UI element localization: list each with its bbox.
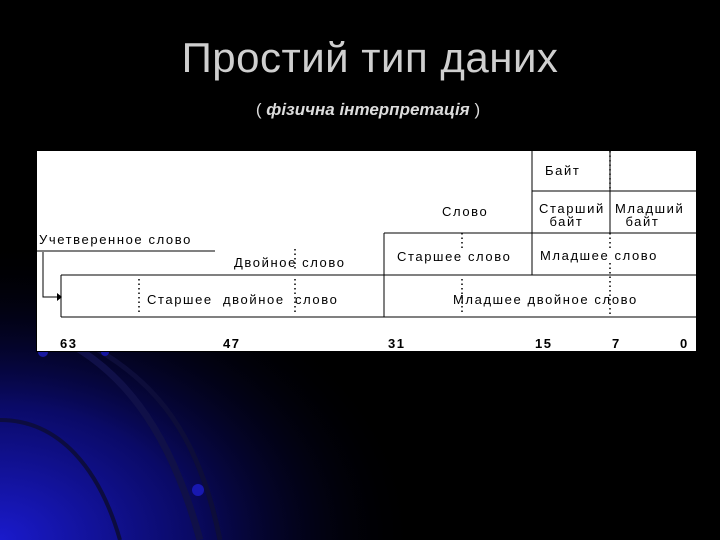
bit-31: 31 <box>388 336 406 351</box>
label-high-dword-c: слово <box>295 292 339 307</box>
label-high-byte-line1: Старший <box>539 201 605 216</box>
subtitle-open: ( <box>255 100 262 119</box>
bit-7: 7 <box>612 336 621 351</box>
label-high-dword-b: двойное <box>223 292 285 307</box>
bit-15: 15 <box>535 336 553 351</box>
label-high-word: Старшее слово <box>397 249 512 264</box>
quad-arrow <box>43 252 57 297</box>
label-double-word: Двойное слово <box>234 255 346 270</box>
label-high-byte-line2: байт <box>549 214 584 229</box>
label-high-dword-a: Старшее <box>147 292 213 307</box>
label-low-byte-line2: байт <box>625 214 660 229</box>
label-low-byte-line1: Младший <box>615 201 685 216</box>
label-byte: Байт <box>545 163 581 178</box>
label-word: Слово <box>442 204 489 219</box>
slide-title: Простий тип даних <box>181 34 559 81</box>
bit-47: 47 <box>223 336 241 351</box>
label-low-dword: Младшее двойное слово <box>453 292 638 307</box>
bit-63: 63 <box>60 336 78 351</box>
subtitle-close: ) <box>474 100 481 119</box>
label-high-byte <box>539 202 605 228</box>
slide-subtitle <box>0 100 720 120</box>
subtitle-main: фізична інтерпретація <box>266 100 470 119</box>
bit-0: 0 <box>680 336 689 351</box>
label-quad-word: Учетверенное слово <box>39 232 192 247</box>
label-low-byte <box>615 202 684 228</box>
data-type-diagram <box>36 150 697 352</box>
label-low-word: Младшее слово <box>540 248 658 263</box>
